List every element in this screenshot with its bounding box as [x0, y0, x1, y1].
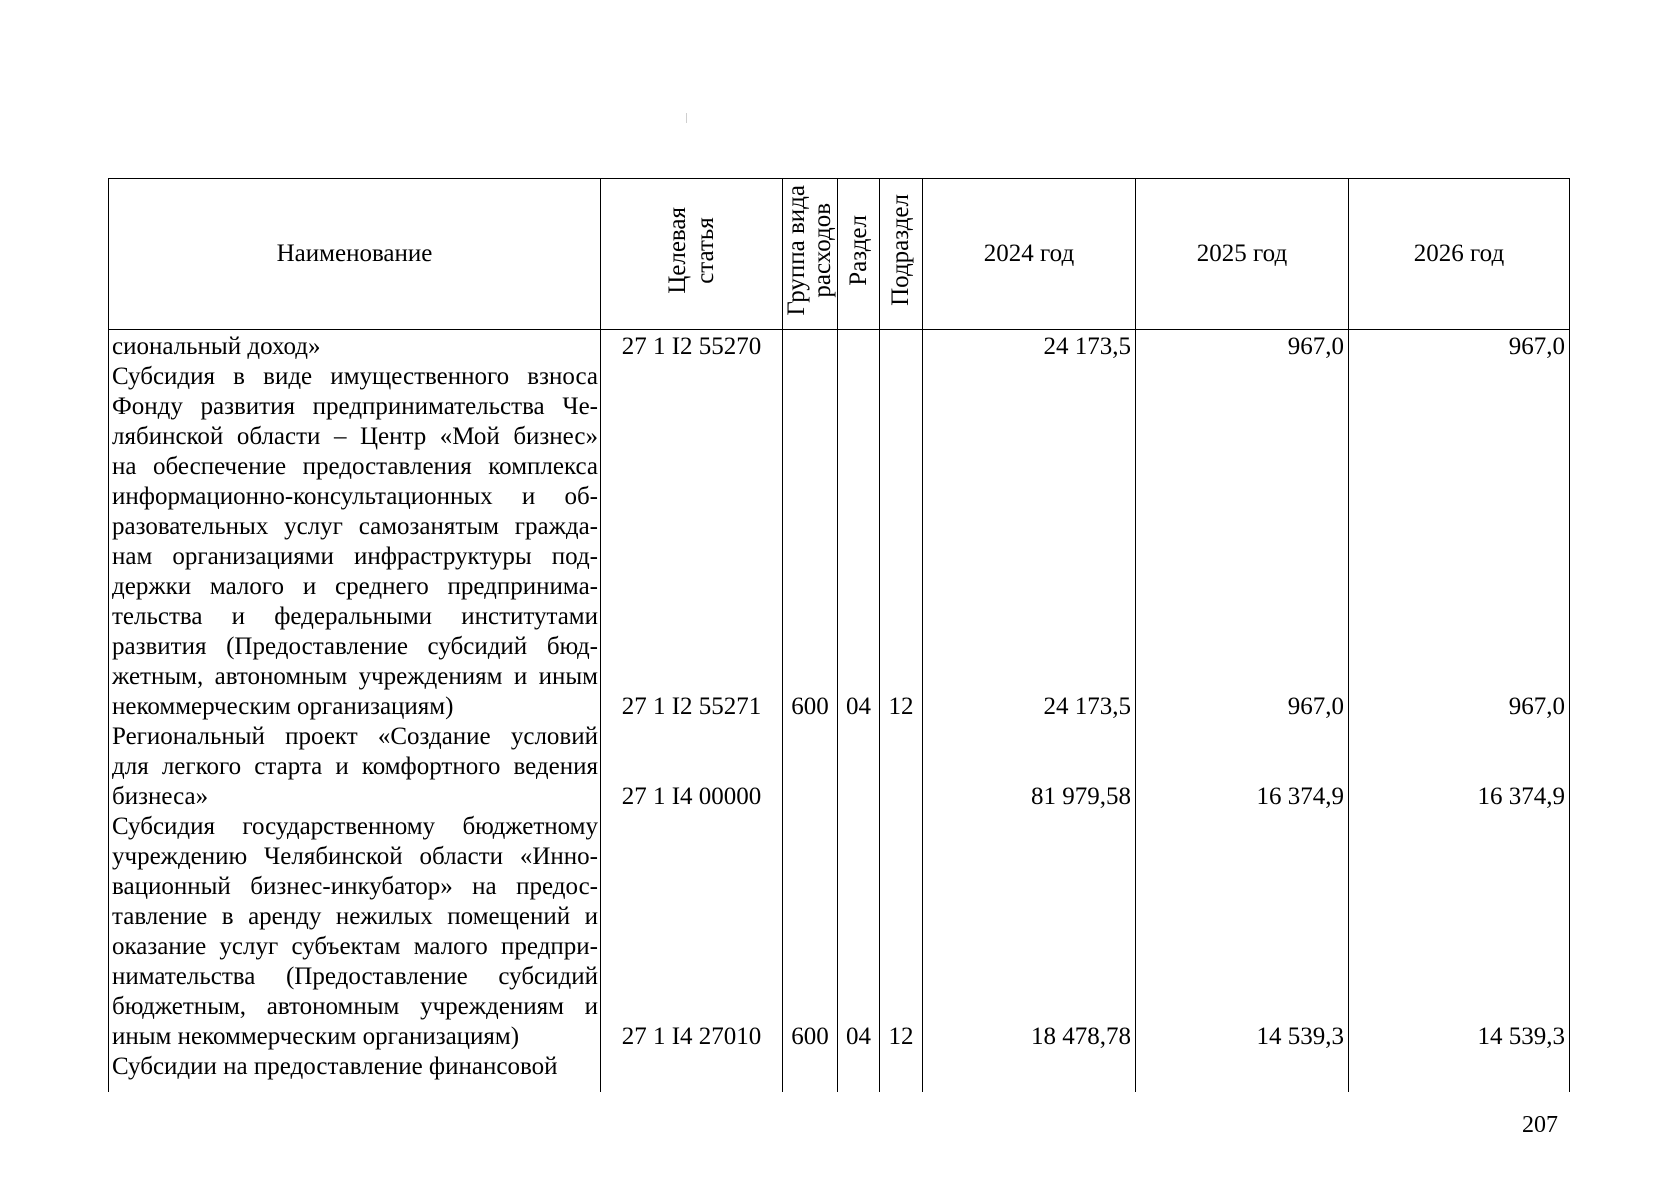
- row-name-line: некоммерческим организациям): [112, 693, 454, 720]
- header-section: Раздел: [838, 179, 880, 330]
- row-name-line: Субсидии на предоставление финансовой: [112, 1053, 558, 1080]
- row-y2026-value: 14 539,3: [1477, 1023, 1565, 1050]
- page-number: 207: [1522, 1112, 1558, 1138]
- row-name-line: держки малого и среднего предпринима-: [112, 573, 598, 600]
- row-y2024-value: 24 173,5: [1043, 693, 1131, 720]
- row-y2025-value: 967,0: [1287, 693, 1344, 720]
- row-name-line: лябинской области – Центр «Мой бизнес»: [112, 423, 598, 450]
- row-name-line: бюджетным, автономным учреждениям и: [112, 993, 598, 1020]
- header-2024: 2024 год: [923, 179, 1136, 330]
- budget-table: [108, 178, 1570, 1092]
- row-name-line: на обеспечение предоставления комплекса: [112, 453, 598, 480]
- header-2026: 2026 год: [1349, 179, 1570, 330]
- row-name-line: учреждению Челябинской области «Инно-: [112, 843, 598, 870]
- row-name-line: вационный бизнес-инкубатор» на предос-: [112, 873, 598, 900]
- row-name-line: тавление в аренду нежилых помещений и: [112, 903, 598, 930]
- header-subsection: Подраздел: [880, 179, 923, 330]
- expense-group-column: [783, 330, 838, 1093]
- row-target-value: 27 1 I4 00000: [621, 783, 762, 810]
- name-column: [109, 330, 601, 1093]
- row-y2025-value: 16 374,9: [1256, 783, 1344, 810]
- row-name-line: развития (Предоставление субсидий бюд-: [112, 633, 598, 660]
- row-subsection-value: 12: [888, 693, 914, 720]
- year-2025-column: [1136, 330, 1349, 1093]
- row-name-line: информационно-консультационных и об-: [112, 483, 598, 510]
- row-y2024-value: 24 173,5: [1043, 333, 1131, 360]
- target-article-column: [601, 330, 783, 1093]
- row-y2026-value: 16 374,9: [1477, 783, 1565, 810]
- row-name-line: разовательных услуг самозанятым гражда-: [112, 513, 598, 540]
- row-name-line: для легкого старта и комфортного ведения: [112, 753, 598, 780]
- header-name: Наименование: [109, 179, 601, 330]
- year-2026-column: [1349, 330, 1570, 1093]
- section-column: [838, 330, 880, 1093]
- row-group-value: 600: [791, 693, 829, 720]
- year-2024-column: [923, 330, 1136, 1093]
- row-y2026-value: 967,0: [1508, 693, 1565, 720]
- row-name-line: Фонду развития предпринимательства Че-: [112, 393, 598, 420]
- row-name-line: нам организациями инфраструктуры под-: [112, 543, 598, 570]
- row-name-line: сиональный доход»: [112, 333, 321, 360]
- row-group-value: 600: [791, 1023, 829, 1050]
- row-y2024-value: 18 478,78: [1031, 1023, 1131, 1050]
- subsection-column: [880, 330, 923, 1093]
- row-name-line: оказание услуг субъектам малого предпри-: [112, 933, 598, 960]
- row-name-line: Субсидия государственному бюджетному: [112, 813, 598, 840]
- row-name-line: нимательства (Предоставление субсидий: [112, 963, 598, 990]
- row-name-line: жетным, автономным учреждениям и иным: [112, 663, 598, 690]
- row-name-line: Субсидия в виде имущественного взноса: [112, 363, 598, 390]
- row-y2026-value: 967,0: [1508, 333, 1565, 360]
- row-target-value: 27 1 I2 55270: [621, 333, 762, 360]
- header-2025: 2025 год: [1136, 179, 1349, 330]
- row-y2025-value: 14 539,3: [1256, 1023, 1344, 1050]
- scan-mark: [686, 113, 687, 123]
- table-body: [109, 330, 1570, 1093]
- row-target-value: 27 1 I2 55271: [621, 693, 762, 720]
- row-section-value: 04: [846, 1023, 871, 1050]
- row-y2025-value: 967,0: [1287, 333, 1344, 360]
- row-target-value: 27 1 I4 27010: [621, 1023, 762, 1050]
- table-header-row: [109, 179, 1570, 330]
- row-name-line: иным некоммерческим организациям): [112, 1023, 520, 1050]
- row-section-value: 04: [846, 693, 871, 720]
- row-name-line: тельства и федеральными институтами: [112, 603, 598, 630]
- header-expense-group: Группа вида расходов: [783, 179, 838, 330]
- row-name-line: Региональный проект «Создание условий: [112, 723, 598, 750]
- row-name-line: бизнеса»: [112, 783, 209, 810]
- row-subsection-value: 12: [888, 1023, 914, 1050]
- row-y2024-value: 81 979,58: [1031, 783, 1131, 810]
- header-target-article: Целевая статья: [601, 179, 783, 330]
